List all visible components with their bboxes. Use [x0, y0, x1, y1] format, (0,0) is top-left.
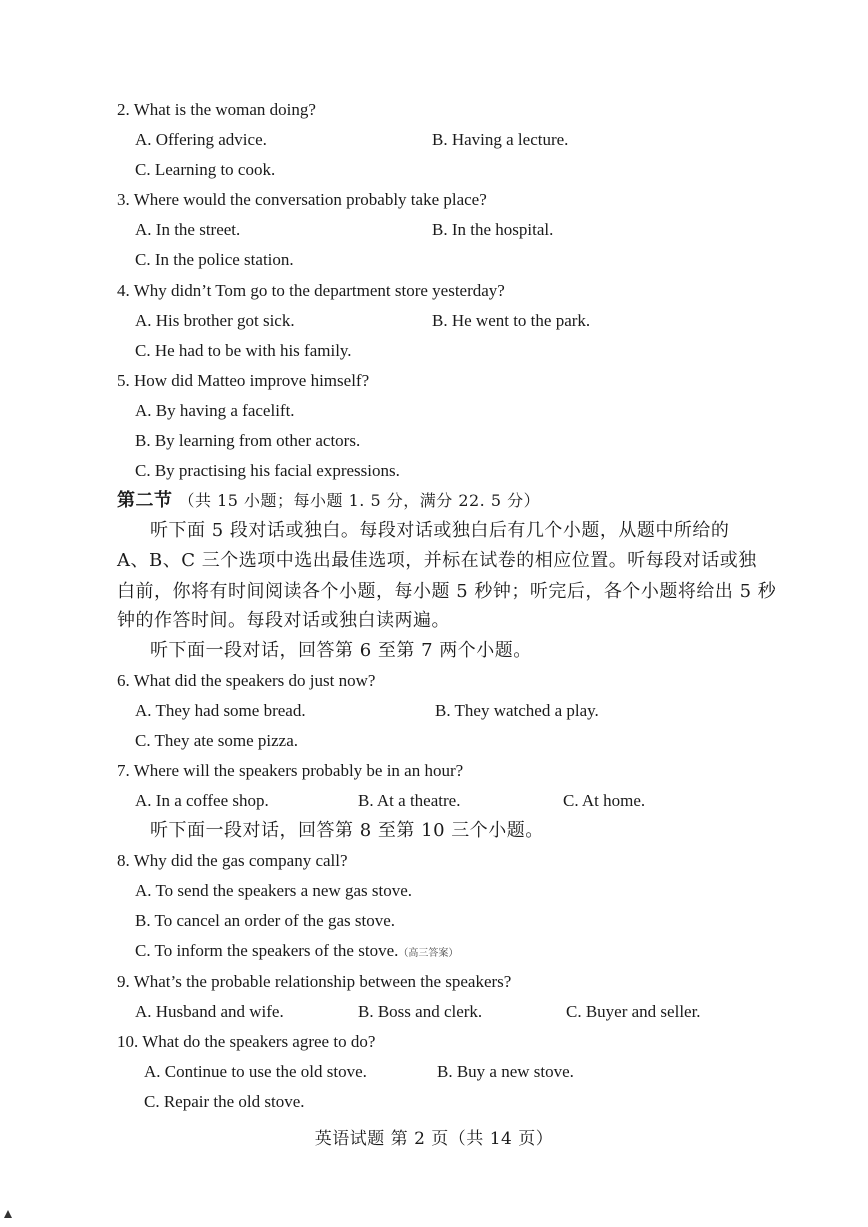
dialog-instruction-6-7: 听下面一段对话，回答第 6 至第 7 两个小题。 [150, 640, 532, 661]
section-2-instruction-line-3: 白前，你将有时间阅读各个小题，每小题 5 秒钟；听完后，各个小题将给出 5 秒 [117, 581, 777, 602]
question-7-option-c: C. At home. [563, 791, 646, 810]
question-4-option-b: B. He went to the park. [432, 311, 591, 330]
answer-stamp: （高三答案） [398, 948, 459, 959]
question-6-option-b: B. They watched a play. [435, 701, 599, 720]
section-2-heading: 第二节 [117, 490, 173, 511]
section-2-instruction-line-1: 听下面 5 段对话或独白。每段对话或独白后有几个小题，从题中所给的 [150, 520, 730, 541]
question-4-option-c: C. He had to be with his family. [135, 341, 352, 360]
question-8-option-a: A. To send the speakers a new gas stove. [135, 881, 413, 900]
dialog-instruction-8-10: 听下面一段对话，回答第 8 至第 10 三个小题。 [150, 820, 544, 841]
section-2-heading-line [117, 490, 540, 512]
question-3-stem: 3. Where would the conversation probably take place? [117, 190, 487, 209]
question-9-option-c: C. Buyer and seller. [566, 1002, 701, 1021]
question-2-option-c: C. Learning to cook. [135, 160, 276, 179]
question-9-option-b: B. Boss and clerk. [358, 1002, 483, 1021]
question-6-stem: 6. What did the speakers do just now? [117, 671, 376, 690]
section-2-instruction-line-4: 钟的作答时间。每段对话或独白读两遍。 [117, 610, 450, 631]
question-7-option-a: A. In a coffee shop. [135, 791, 269, 810]
question-5-option-a: A. By having a facelift. [135, 401, 295, 420]
question-3-option-a: A. In the street. [135, 220, 241, 239]
question-2-option-a: A. Offering advice. [135, 130, 267, 149]
page-footer: 英语试题 第 2 页（共 14 页） [314, 1129, 554, 1149]
question-8-option-b: B. To cancel an order of the gas stove. [135, 911, 396, 930]
question-3-option-c: C. In the police station. [135, 250, 294, 269]
question-10-option-a: A. Continue to use the old stove. [144, 1062, 367, 1081]
question-10-option-c: C. Repair the old stove. [144, 1092, 305, 1111]
question-8-option-c: C. To inform the speakers of the stove. [135, 941, 399, 960]
question-10-stem: 10. What do the speakers agree to do? [117, 1032, 376, 1051]
question-6-option-a: A. They had some bread. [135, 701, 306, 720]
question-4-option-a: A. His brother got sick. [135, 311, 295, 330]
question-4-stem: 4. Why didn’t Tom go to the department store yesterday? [117, 281, 505, 300]
question-9-stem: 9. What’s the probable relationship between the speakers? [117, 972, 512, 991]
question-5-stem: 5. How did Matteo improve himself? [117, 371, 370, 390]
question-6-option-c: C. They ate some pizza. [135, 731, 299, 750]
question-7-option-b: B. At a theatre. [358, 791, 461, 810]
question-5-option-b: B. By learning from other actors. [135, 431, 361, 450]
question-8-option-c-line [135, 940, 458, 965]
section-2-instruction-line-2: A、B、C 三个选项中选出最佳选项，并标在试卷的相应位置。听每段对话或独 [117, 550, 757, 571]
question-5-option-c: C. By practising his facial expressions. [135, 461, 400, 480]
section-2-heading-note: （共 15 小题；每小题 1. 5 分，满分 22. 5 分） [178, 491, 541, 510]
question-9-option-a: A. Husband and wife. [135, 1002, 284, 1021]
question-8-stem: 8. Why did the gas company call? [117, 851, 348, 870]
corner-mark [4, 1210, 12, 1218]
question-7-stem: 7. Where will the speakers probably be in an hour? [117, 761, 464, 780]
question-2-option-b: B. Having a lecture. [432, 130, 569, 149]
question-2-stem: 2. What is the woman doing? [117, 100, 316, 119]
question-3-option-b: B. In the hospital. [432, 220, 554, 239]
question-10-option-b: B. Buy a new stove. [437, 1062, 574, 1081]
